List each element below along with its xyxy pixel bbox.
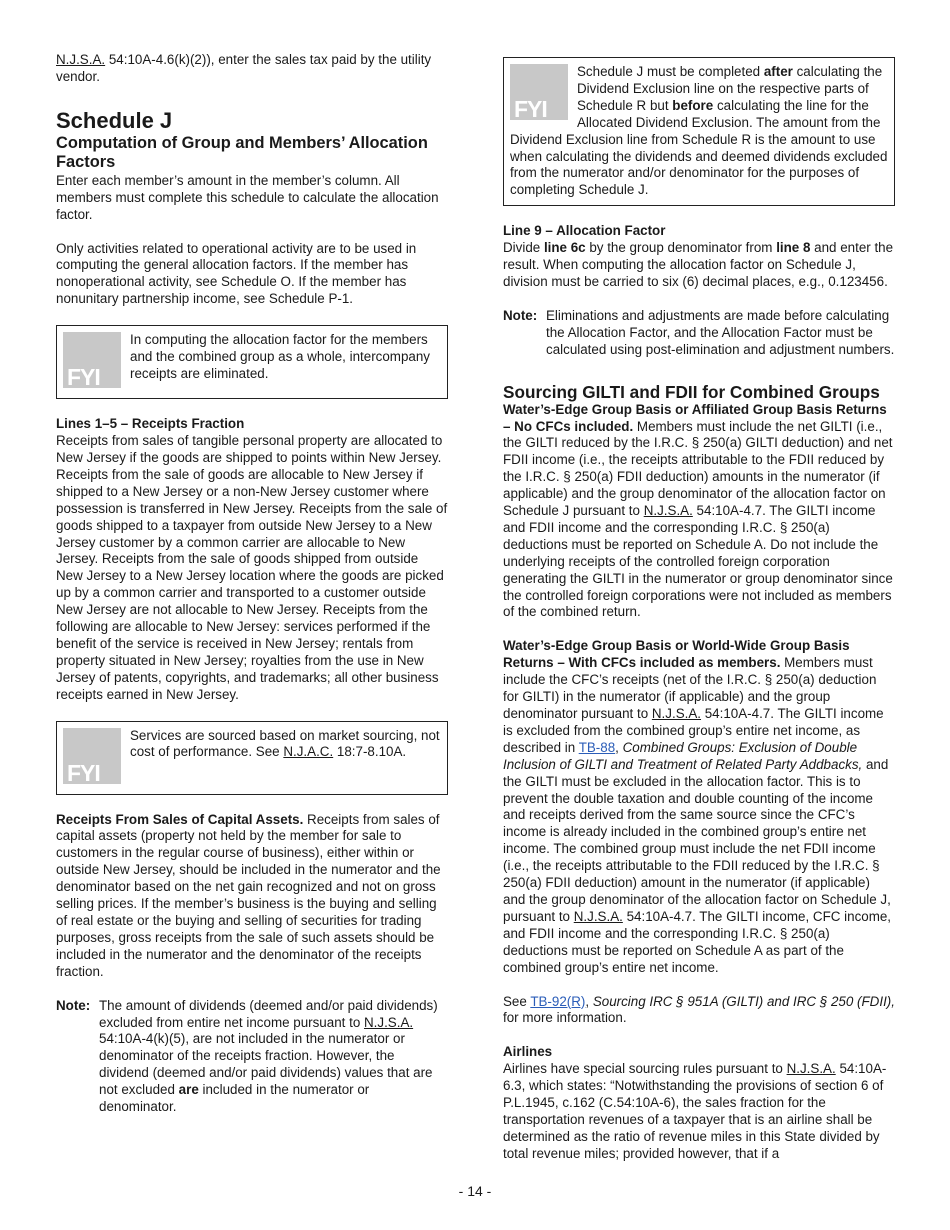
schedule-subtitle: Computation of Group and Members’ Allocation Factors <box>56 133 428 172</box>
waters-edge-with-cfc-paragraph: Water’s-Edge Group Basis or World-Wide Group Basis Returns – With CFCs included as members. Members must include the CFC’s receipts (net of the I.R.C. § 250(a) deduction for GILTI) in the numerator (if applicable) and the group denominator pursuant to N.J.S.A. 54:10A-4.7. The GILTI income is excluded from the combined group’s entire net income, as described in TB-88, Combined Groups: Exclusion of Double Inclusion of GILTI and Treatment of Related Party Addbacks, and the GILTI must be excluded in the allocation factor. This is to prevent the double taxation and double counting of the income and receipts derived from the same source since the CFC’s income is already included in the combined group’s entire net income. The combined group must include the net FDII income (i.e., the receipts attributable to the FDII reduced by the I.R.C. § 250(a) FDII deduction) amount in the numerator (if applicable) and the group denominator of the allocation factor on Schedule J, pursuant to N.J.S.A. 54:10A-4.7. The GILTI income, CFC income, and FDII income and the corresponding I.R.C. § 250(a) deductions must be reported on Schedule A as part of the combined group’s entire net income. <box>503 638 892 975</box>
waters-edge-no-cfc-paragraph: Water’s-Edge Group Basis or Affiliated Group Basis Returns – No CFCs included. Members must include the net GILTI (i.e., the GILTI reduced by the I.R.C. § 250(a) GILTI deduction) and net FDII income (i.e., the receipts attributable to the FDII reduced by the I.R.C. § 250(a) FDII deduction) amounts in the numerator (if applicable) and the group denominator of the allocation factor on Schedule J pursuant to N.J.S.A. 54:10A-4.7. The GILTI income and FDII income and the corresponding I.R.C. § 250(a) deductions must be reported on Schedule A. Do not include the underlying receipts of the controlled foreign corporation generating the GILTI in the numerator or group denominator since the controlled foreign corporations were not included as members of the combined return. <box>503 401 893 620</box>
see-tb-92-paragraph: See TB-92(R), Sourcing IRC § 951A (GILTI) and IRC § 250 (FDII), for more information. <box>503 993 895 1026</box>
continuation-paragraph: N.J.S.A. 54:10A-4.6(k)(2)), enter the sales tax paid by the utility vendor. <box>56 52 432 84</box>
airlines-text: Airlines have special sourcing rules pursuant to N.J.S.A. 54:10A-6.3, which states: “Notwithstanding the provisions of section 6 of P.L.1945, c.162 (C.54:10A-6), the sales fraction for the transportation revenues of a taxpayer that is an airline shall be determined as the ratio of revenue miles in this State divided by total revenue miles; provided however, that if a <box>503 1061 887 1161</box>
lines-1-5-text: Receipts from sales of tangible personal property are allocated to New Jersey if the goods are shipped to points within New Jersey. Receipts from the sale of goods are allocable to New Jersey if shipped to a New Jersey or a non-New Jersey customer where possession is transferred in New Jersey. Receipts from the sale of goods shipped to a taxpayer from outside New Jersey to a New Jersey customer by a common carrier are allocable to New Jersey. Receipts from the sale of goods shipped from outside New Jersey to a New Jersey location where the goods are picked up by a common carrier and transported to a customer outside New Jersey are not allocable to New Jersey. Receipts from the following are allocable to New Jersey: services performed if the benefit of the service is received in New Jersey; rentals from property situated in New Jersey; royalties from the use in New Jersey of patents, copyrights, and trademarks; all other business receipts earned in New Jersey. <box>56 433 448 702</box>
note-label: Note: <box>503 307 538 323</box>
note-eliminations <box>503 308 895 359</box>
lines-1-5-heading: Lines 1–5 – Receipts Fraction <box>56 416 245 432</box>
note-text: The amount of dividends (deemed and/or paid dividends) excluded from entire net income pursuant to N.J.S.A. 54:10A-4(k)(5), are not included in the numerator or denominator of the receipts fraction. However, the dividend (deemed and/or paid dividends) values that are not excluded are included in the numerator or denominator. <box>99 997 438 1115</box>
fyi-text: In computing the allocation factor for the members and the combined group as a whole, intercompany receipts are eliminated. <box>130 332 430 381</box>
intro-paragraph-1: Enter each member’s amount in the member’s column. All members must complete this schedule to calculate the allocation factor. <box>56 172 439 222</box>
capital-assets-paragraph: Receipts From Sales of Capital Assets. Receipts from sales of capital assets (property not held by the member for sale to customers in the regular course of business), either within or outside New Jersey, should be included in the numerator and the denominator based on the net gain recognized and not on gross selling prices. If the member’s business is the buying and selling of real estate or the buying and selling of securities for trading purposes, gross receipts from the sale of such assets should be included in the numerator and the denominator of the receipts fraction. <box>56 811 441 979</box>
left-column <box>56 52 448 1116</box>
note-label: Note: <box>56 997 91 1013</box>
fyi-text: Services are sourced based on market sourcing, not cost of performance. See N.J.A.C. 18:7-8.10A. <box>130 727 440 760</box>
fyi-box-intercompany <box>56 325 448 399</box>
tb-92r-link[interactable]: TB-92(R) <box>530 993 586 1009</box>
gilti-fdii-heading: Sourcing GILTI and FDII for Combined Groups <box>503 381 880 402</box>
fyi-box-market-sourcing <box>56 721 448 795</box>
note-dividends <box>56 998 448 1116</box>
fyi-icon: FYI <box>510 64 568 120</box>
fyi-icon: FYI <box>63 332 121 388</box>
airlines-heading: Airlines <box>503 1044 553 1060</box>
tb-88-link[interactable]: TB-88 <box>578 739 616 755</box>
right-column <box>503 57 895 1163</box>
schedule-title: Schedule J <box>56 107 173 133</box>
note-text: Eliminations and adjustments are made before calculating the Allocation Factor, and the Allocation Factor must be calculated using post-elimination and adjustment numbers. <box>546 307 895 357</box>
line-9-heading: Line 9 – Allocation Factor <box>503 223 666 239</box>
intro-paragraph-2: Only activities related to operational activity are to be used in computing the general allocation factors. If the member has nonoperational activity, see Schedule O. If the member has nonunitary partnership income, see Schedule P-1. <box>56 240 417 307</box>
fyi-box-schedule-j-order <box>503 57 895 206</box>
fyi-icon: FYI <box>63 728 121 784</box>
page-number: - 14 - <box>458 1183 492 1199</box>
line-9-text: Divide line 6c by the group denominator from line 8 and enter the result. When computing the allocation factor on Schedule J, division must be carried to six (6) decimal places, e.g., 0.123456. <box>503 240 894 289</box>
fyi-text: Schedule J must be completed after calculating the Dividend Exclusion line on the respective parts of Schedule R but before calculating the line for the Allocated Dividend Exclusion. The amount from the Dividend Exclusion line from Schedule R is the amount to use when calculating the dividends and deemed dividends excluded from the numerator and/or denominator for the purposes of completing Schedule J. <box>510 64 888 198</box>
